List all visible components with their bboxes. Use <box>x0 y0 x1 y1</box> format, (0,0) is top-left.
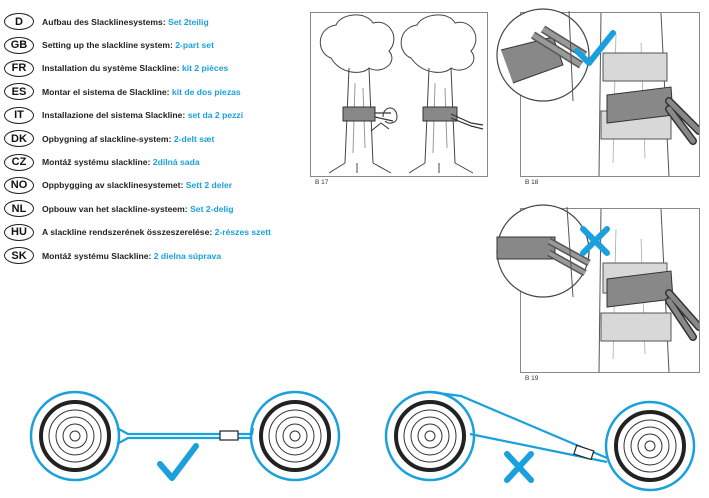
figure-label-b17: B 17 <box>315 179 329 186</box>
language-row <box>4 221 304 244</box>
language-row <box>4 244 304 267</box>
language-instruction <box>42 157 200 167</box>
instruction-text: Installazione del sistema Slackline: <box>42 110 188 121</box>
instruction-text: Opbouw van het slackline-systeem: <box>42 203 191 214</box>
instruction-text: Montáž systému slackline: <box>42 157 153 168</box>
tree-log-right <box>606 402 694 490</box>
figure-b17 <box>310 12 488 186</box>
instruction-text: Oppbygging av slacklinesystemet: <box>42 180 186 191</box>
instruction-text: Montáž systému Slackline: <box>42 250 154 261</box>
language-instruction <box>42 17 209 27</box>
instruction-highlight: Sett 2 deler <box>185 180 233 191</box>
instruction-text: Aufbau des Slacklinesystems: <box>42 16 169 27</box>
instruction-text: Installation du système Slackline: <box>42 63 182 74</box>
language-row <box>4 33 304 56</box>
instruction-text: Montar el sistema de Slackline: <box>42 86 172 97</box>
language-row <box>4 174 304 197</box>
language-row <box>4 57 304 80</box>
instruction-text: Opbygning af slackline-system: <box>42 133 174 144</box>
language-instruction <box>42 110 243 120</box>
language-row <box>4 80 304 103</box>
tree-log-right <box>251 392 339 480</box>
language-code-badge: FR <box>4 60 34 77</box>
language-row <box>4 150 304 173</box>
instruction-highlight: kit de dos piezas <box>171 86 241 97</box>
language-code-badge: SK <box>4 247 34 264</box>
tree-log-left <box>31 392 119 480</box>
language-code-badge: CZ <box>4 154 34 171</box>
language-code-badge: NO <box>4 177 34 194</box>
language-code-badge: NL <box>4 200 34 217</box>
language-row <box>4 197 304 220</box>
language-row <box>4 104 304 127</box>
figure-label-b18: B 18 <box>525 179 539 186</box>
instruction-highlight: 2dílná sada <box>152 157 200 168</box>
language-instruction <box>42 40 214 50</box>
x-mark-icon <box>577 223 613 259</box>
wrong-setup-diagram <box>375 388 705 498</box>
language-code-badge: DK <box>4 130 34 147</box>
instruction-highlight: 2-részes szett <box>214 227 271 238</box>
figure-label-b19: B 19 <box>525 375 539 382</box>
language-row <box>4 10 304 33</box>
language-code-badge: IT <box>4 107 34 124</box>
language-code-badge: HU <box>4 224 34 241</box>
correct-setup-diagram <box>20 388 350 498</box>
language-instruction <box>42 251 221 261</box>
tree-log-left <box>386 392 474 480</box>
language-code-badge: GB <box>4 37 34 54</box>
language-instruction <box>42 63 228 73</box>
instruction-highlight: 2-delt sæt <box>173 133 215 144</box>
language-instruction <box>42 227 271 237</box>
language-instruction <box>42 87 241 97</box>
instruction-text: Setting up the slackline system: <box>42 40 176 51</box>
instruction-highlight: kit 2 pièces <box>181 63 229 74</box>
figure-b19 <box>520 208 700 382</box>
language-code-badge: ES <box>4 83 34 100</box>
language-instruction <box>42 204 234 214</box>
language-list <box>4 10 304 267</box>
instruction-highlight: 2 dielna súprava <box>153 250 222 261</box>
language-instruction <box>42 180 232 190</box>
language-code-badge: D <box>4 13 34 30</box>
language-instruction <box>42 134 214 144</box>
check-mark-icon <box>573 27 617 71</box>
instruction-highlight: Set 2-delig <box>190 203 234 214</box>
instruction-highlight: Set 2teilig <box>168 16 209 27</box>
language-row <box>4 127 304 150</box>
instruction-highlight: set da 2 pezzi <box>187 110 244 121</box>
instruction-highlight: 2-part set <box>175 40 214 51</box>
figure-b18 <box>520 12 700 186</box>
instruction-text: A slackline rendszerének összeszerelése: <box>42 227 215 238</box>
